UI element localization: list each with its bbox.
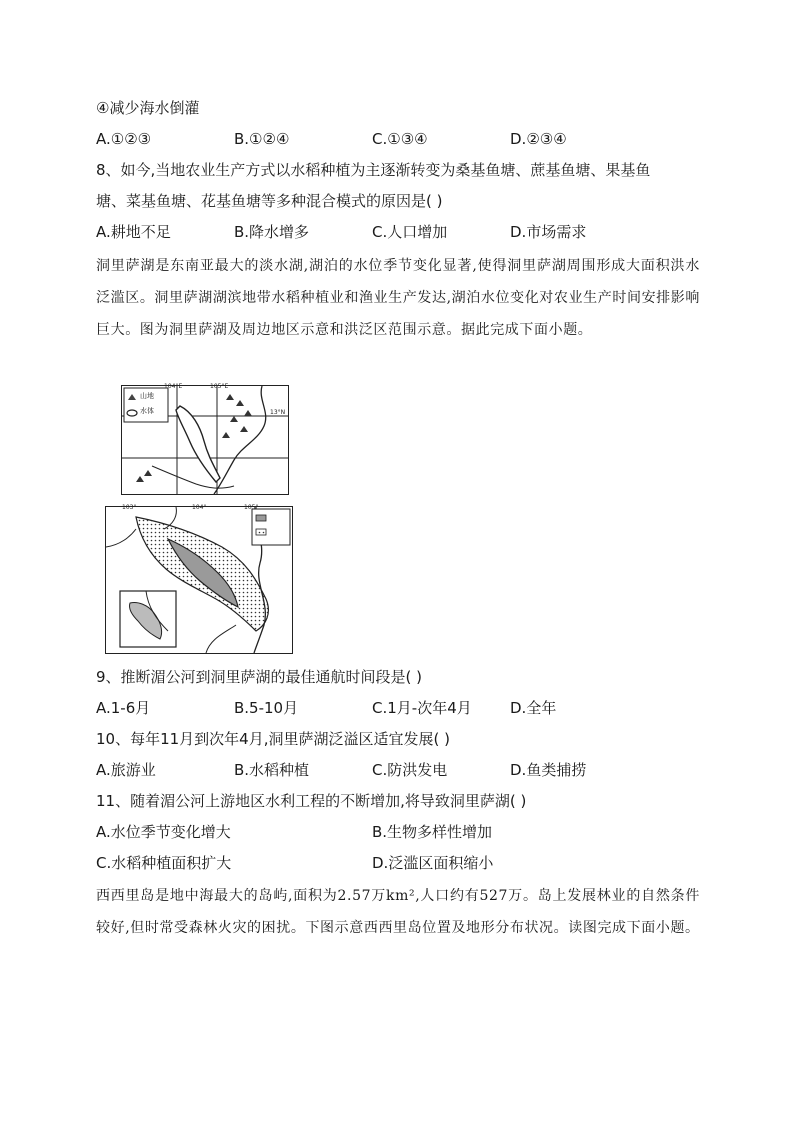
q11-option-b[interactable]: B.生物多样性增加: [372, 823, 493, 841]
lon-label-103: 103°: [122, 504, 137, 511]
flood-area-map: [105, 506, 293, 654]
lon-label-105: 105°: [244, 504, 259, 511]
legend-label-mountain: 山地: [140, 392, 154, 400]
q10-option-c[interactable]: C.防洪发电: [372, 761, 448, 779]
lon-label-104: 104°: [192, 504, 207, 511]
q7-item-4: ④减少海水倒灌: [96, 99, 200, 117]
q9-option-c[interactable]: C.1月-次年4月: [372, 699, 472, 717]
q8-option-a[interactable]: A.耕地不足: [96, 223, 171, 241]
q11-stem: 11、随着湄公河上游地区水利工程的不断增加,将导致洞里萨湖( ): [96, 792, 527, 810]
q11-option-a[interactable]: A.水位季节变化增大: [96, 823, 231, 841]
q7-option-a[interactable]: A.①②③: [96, 130, 152, 148]
q9-option-b[interactable]: B.5-10月: [234, 699, 299, 717]
lon-label-105e: 105°E: [210, 383, 229, 390]
q8-stem-line-2: 塘、菜基鱼塘、花基鱼塘等多种混合模式的原因是( ): [96, 192, 443, 210]
flood-area-map-graphic: [106, 507, 292, 653]
q8-option-c[interactable]: C.人口增加: [372, 223, 448, 241]
lon-label-104e: 104°E: [164, 383, 183, 390]
q7-option-c[interactable]: C.①③④: [372, 130, 428, 148]
q9-option-d[interactable]: D.全年: [510, 699, 557, 717]
q7-option-b[interactable]: B.①②④: [234, 130, 290, 148]
passage-sicily: 西西里岛是地中海最大的岛屿,面积为2.57万km²,人口约有527万。岛上发展林业的自然条件较好,但时常受森林火灾的困扰。下图示意西西里岛位置及地形分布状况。读图完成下面小题。: [96, 888, 700, 936]
q7-option-d[interactable]: D.②③④: [510, 130, 567, 148]
q10-option-a[interactable]: A.旅游业: [96, 761, 156, 779]
q11-option-c[interactable]: C.水稻种植面积扩大: [96, 854, 232, 872]
tonle-sap-location-map: [121, 385, 289, 495]
passage-tonle-sap: 洞里萨湖是东南亚最大的淡水湖,湖泊的水位季节变化显著,使得洞里萨湖周围形成大面积洪水泛滥区。洞里萨湖湖滨地带水稻种植业和渔业生产发达,湖泊水位变化对农业生产时间安排影响巨大。图为洞里萨湖及周边地区示意和洪泛区范围示意。据此完成下面小题。: [96, 258, 700, 338]
legend-label-water: 水体: [140, 407, 154, 415]
q10-option-d[interactable]: D.鱼类捕捞: [510, 761, 587, 779]
q8-option-b[interactable]: B.降水增多: [234, 223, 310, 241]
q10-stem: 10、每年11月到次年4月,洞里萨湖泛溢区适宜发展( ): [96, 730, 450, 748]
tonle-sap-location-map-graphic: [122, 386, 288, 494]
lat-label-13n: 13°N: [270, 409, 286, 416]
q11-option-d[interactable]: D.泛滥区面积缩小: [372, 854, 494, 872]
q8-stem-line-1: 8、如今,当地农业生产方式以水稻种植为主逐渐转变为桑基鱼塘、蔗基鱼塘、果基鱼: [96, 161, 651, 179]
q9-option-a[interactable]: A.1-6月: [96, 699, 151, 717]
q8-option-d[interactable]: D.市场需求: [510, 223, 587, 241]
q9-stem: 9、推断湄公河到洞里萨湖的最佳通航时间段是( ): [96, 668, 423, 686]
q10-option-b[interactable]: B.水稻种植: [234, 761, 310, 779]
